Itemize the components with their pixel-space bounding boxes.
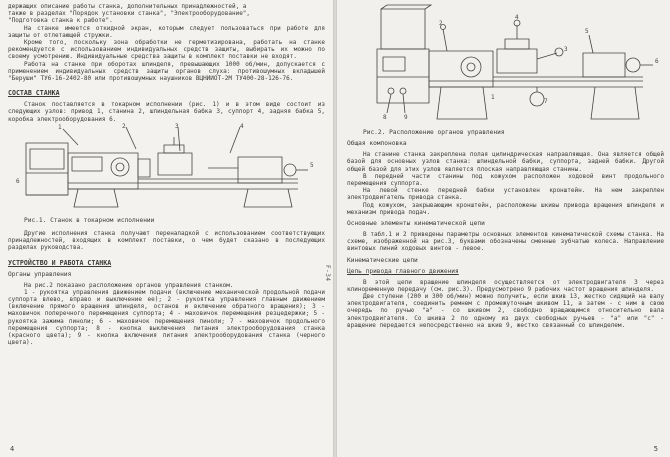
subheading-kinematic-elements: Основные элементы кинематической цепи — [347, 220, 485, 228]
svg-text:6: 6 — [16, 177, 20, 185]
section-title-composition: СОСТАВ СТАНКА — [8, 89, 60, 98]
intro-line-2: также в разделах "Порядок установки станка", "Электрооборудование", — [8, 10, 251, 18]
paragraph-controls-list: 1 - рукоятка управления движением подачи (включение механической продольной подачи суппорта влево, вправо и выключение ее); 2 - рукоятка управления главным движением (включение прямого вращения шпинделя, останов и включение обратного вращения); 3 - маховичок поперечного перемещения суппорта; 4 - маховичок перемещения резцедержки; 5 - рукоятка зажима пиноли; 6 - маховичок перемещения пиноли; 7 - маховичок продольного перемещения суппорта; 8 - кнопка выключения питания электрооборудования станка (красного цвета); 9 - кнопка включения питания электрооборудования станка (черного цвета). — [8, 288, 325, 347]
subheading-main-drive: Цепь привода главного движения — [347, 267, 459, 275]
page-number-left: 4 — [10, 445, 15, 453]
subheading-kinematic-chains: Кинематические цепи — [347, 256, 418, 264]
svg-text:8: 8 — [383, 114, 387, 121]
paragraph-speed-steps: Две ступени (200 и 300 об/мин) можно получить, если шкив 13, жестко сидящий на валу электродвигателя, соединить ремнем с промежуточным шкивом 11, а затем - с ним в свою очередь по ручью "а" - со шкивом 2, свободно вращающимся относительно вала электродвигателя. Со шкива 2 по одному из двух свободных ручьев - "а" или "с" - вращение передается непосредственно на шкив 9, жестко связанный со шпинделем. — [347, 293, 664, 329]
section-title-design: УСТРОЙСТВО И РАБОТА СТАНКА — [8, 258, 112, 267]
svg-text:3: 3 — [564, 46, 568, 53]
paragraph-front-screw: В передней части станины под кожухом расположен ходовой винт продольного перемещения суппорта. — [347, 172, 664, 188]
svg-text:1: 1 — [491, 94, 495, 101]
intro-line-3: "Подготовка станка к работе". — [8, 17, 113, 25]
svg-text:4: 4 — [515, 14, 519, 21]
svg-text:2: 2 — [122, 122, 126, 130]
subheading-layout: Общая компоновка — [347, 140, 407, 148]
svg-text:7: 7 — [544, 98, 548, 105]
paragraph-composition: Станок поставляется в токарном исполнении (рис. 1) и в этом виде состоит из следующих узлов: привод 1, станина 2, шпиндельная бабка 3, суппорт 4, задняя бабка 5, коробка электрооборудования 6. — [8, 101, 325, 123]
left-page — [0, 0, 333, 457]
figure-1-lathe-drawing — [8, 123, 325, 215]
paragraph-tables: В табл.1 и 2 приведены параметры основных элементов кинематической схемы станка. На схеме, изображенной на рис.3, буквами обозначены сменные зубчатые колеса. Направление винтовых линий ходовых винтов - левое. — [347, 231, 664, 253]
paragraph-screen: На станке имеется откидной экран, которым следует пользоваться при работе для защиты от отлетающей стружки. — [8, 24, 325, 39]
paragraph-other-versions: Другие исполнения станка получают переналадкой с использованием соответствующих принадлежностей, входящих в комплект поставки, о чем будет сказано в последующих разделах руководства. — [8, 230, 325, 252]
page-number-right: 5 — [653, 445, 658, 453]
paragraph-chain: В этой цепи вращение шпинделя осуществляется от электродвигателя 3 через клиноременную передачу (см. рис.3). Предусмотрено 9 рабочих частот вращения шпинделя. — [347, 278, 664, 293]
svg-text:1: 1 — [58, 123, 62, 131]
svg-text:9: 9 — [404, 114, 408, 121]
paragraph-protection-zone: Кроме того, поскольку зона обработки не герметизирована, работать на станке рекомендуется с использованием индивидуальных средств защиты, выбирать их можно по своему усмотрению. Индивидуальные средства защиты в комплект поставки не входят. — [8, 39, 325, 61]
paragraph-high-speed: Работа на станке при оборотах шпинделя, превышающих 1000 об/мин, допускается с применением индивидуальных средств защиты органов слуха: противошумных вкладышей "Беруши" ТУ6-16-2402-80 или противошумных наушников ВЦНИИОТ-2М ТУ400-28-126-76. — [8, 60, 325, 83]
svg-text:5: 5 — [585, 28, 589, 35]
right-page — [337, 0, 670, 457]
paragraph-bracket: На левой стенке передней бабки установлен кронштейн. На нем закреплен электродвигатель привода станка. — [347, 187, 664, 202]
subheading-controls: Органы управления — [8, 270, 72, 278]
figure-2-caption: Рис.2. Расположение органов управления — [363, 129, 505, 136]
svg-text:5: 5 — [310, 161, 314, 169]
paragraph-fig2-intro: На рис.2 показано расположение органов управления станком. — [24, 281, 234, 289]
figure-1-caption: Рис.1. Станок в токарном исполнении — [24, 216, 155, 224]
paragraph-bed: На станине станка закреплена полая цилиндрическая направляющая. Она является общей базой для основных узлов станка: шпиндельной бабки, суппорта, задней бабки. Другой общей базой для этих узлов является плоская направляющая станины. — [347, 151, 664, 173]
gutter-mark: F-34 — [324, 265, 331, 282]
svg-text:2: 2 — [439, 20, 443, 27]
intro-line-1: держащих описание работы станка, дополнительных принадлежностей, а — [8, 3, 247, 10]
svg-text:3: 3 — [175, 122, 179, 130]
paragraph-pulleys: Под кожухом, закрывающим кронштейн, расположены шкивы привода вращения шпинделя и механизм привода подач. — [347, 201, 664, 216]
svg-text:6: 6 — [655, 58, 659, 65]
svg-text:4: 4 — [240, 122, 244, 130]
figure-2-controls-drawing — [347, 3, 664, 127]
